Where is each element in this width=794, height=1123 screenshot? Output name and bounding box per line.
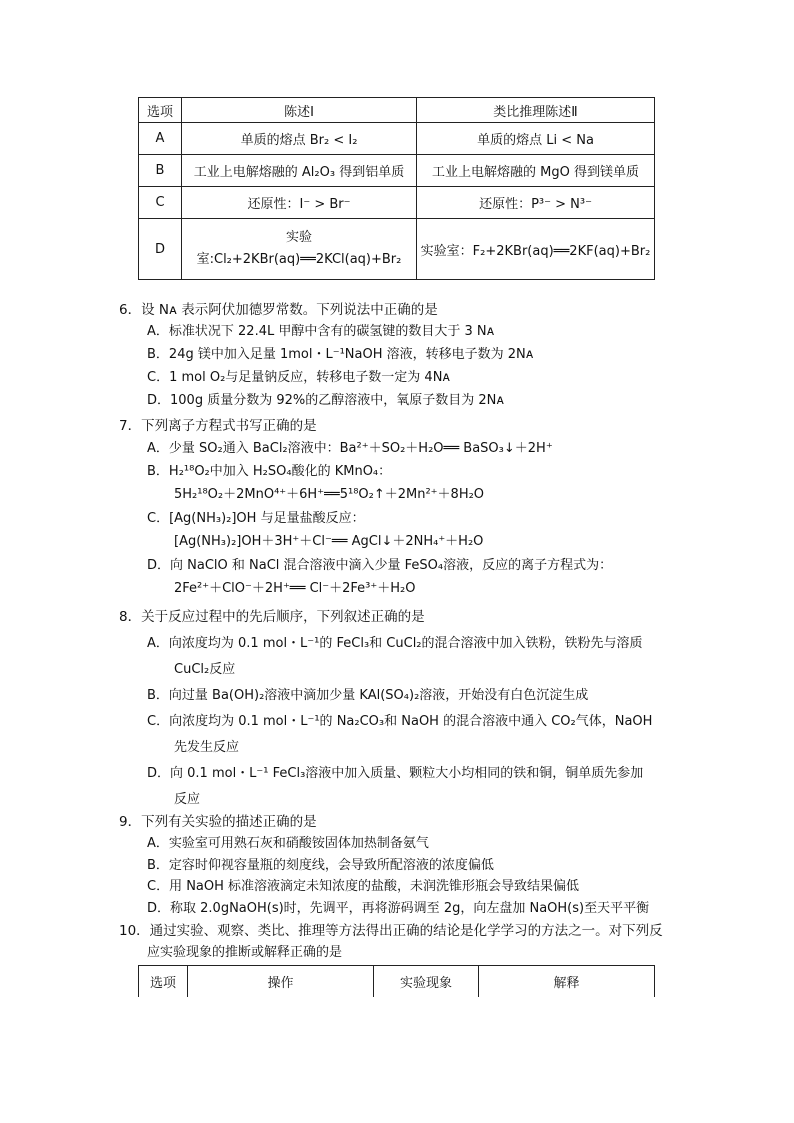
q9-option-a: A．实验室可用熟石灰和硝酸铵固体加热制备氨气 xyxy=(147,836,429,851)
q9-option-d: D．称取 2.0gNaOH(s)时，先调平，再将游码调至 2g，向左盘加 NaOH(s)至天平平衡 xyxy=(147,901,650,916)
q6-option-a: A．标准状况下 22.4L 甲醇中含有的碳氢键的数目大于 3 Nᴀ xyxy=(147,324,495,339)
q8-option-a-cont: CuCl₂反应 xyxy=(174,662,236,677)
q8-option-d: D．向 0.1 mol・L⁻¹ FeCl₃溶液中加入质量、颗粒大小均相同的铁和铜，铜单质先参加 xyxy=(147,766,644,781)
q8-option-a: A．向浓度均为 0.1 mol・L⁻¹的 FeCl₃和 CuCl₂的混合溶液中加入铁粉，铁粉先与溶质 xyxy=(147,636,643,651)
row-statement-1: 单质的熔点 Br₂ < I₂ xyxy=(182,123,417,155)
q9-option-b: B．定容时仰视容量瓶的刻度线，会导致所配溶液的浓度偏低 xyxy=(147,858,494,873)
row-statement-1: 工业上电解熔融的 Al₂O₃ 得到铝单质 xyxy=(182,155,417,187)
q7-stem: 7．下列离子方程式书写正确的是 xyxy=(119,418,317,434)
row-statement-1-line1: 实验 xyxy=(285,230,312,245)
row-statement-2: 工业上电解熔融的 MgO 得到镁单质 xyxy=(417,155,655,187)
q6-option-d: D．100g 质量分数为 92%的乙醇溶液中，氧原子数目为 2Nᴀ xyxy=(147,393,505,408)
header-option: 选项 xyxy=(139,98,182,123)
q10-stem-cont: 应实验现象的推断或解释正确的是 xyxy=(147,945,343,960)
q8-option-d-cont: 反应 xyxy=(174,792,201,807)
q7-option-d-equation: 2Fe²⁺＋ClO⁻＋2H⁺══ Cl⁻＋2Fe³⁺＋H₂O xyxy=(174,581,416,596)
row-statement-1: 还原性：I⁻ > Br⁻ xyxy=(182,187,417,219)
q7-option-d: D．向 NaClO 和 NaCl 混合溶液中滴入少量 FeSO₄溶液，反应的离子方程式为： xyxy=(147,558,613,573)
q7-option-b-equation: 5H₂¹⁸O₂＋2MnO⁴⁺＋6H⁺══5¹⁸O₂↑＋2Mn²⁺＋8H₂O xyxy=(174,487,485,502)
header-option: 选项 xyxy=(139,966,188,998)
q8-stem: 8．关于反应过程中的先后顺序，下列叙述正确的是 xyxy=(119,609,425,625)
q7-option-c: C．[Ag(NH₃)₂]OH 与足量盐酸反应： xyxy=(147,511,365,526)
header-statement-2: 类比推理陈述Ⅱ xyxy=(417,98,655,123)
q10-stem: 10．通过实验、观察、类比、推理等方法得出正确的结论是化学学习的方法之一。对下列反 xyxy=(119,923,663,939)
q6-stem: 6．设 Nᴀ 表示阿伏加德罗常数。下列说法中正确的是 xyxy=(119,302,438,318)
q6-option-c: C．1 mol O₂与足量钠反应，转移电子数一定为 4Nᴀ xyxy=(147,370,451,385)
q8-option-c-cont: 先发生反应 xyxy=(174,740,240,755)
q7-option-a: A．少量 SO₂通入 BaCl₂溶液中：Ba²⁺＋SO₂＋H₂O══ BaSO₃↓＋2H⁺ xyxy=(147,441,553,456)
row-statement-1 xyxy=(182,219,417,280)
q7-option-b: B．H₂¹⁸O₂中加入 H₂SO₄酸化的 KMnO₄： xyxy=(147,464,392,479)
q9-option-c: C．用 NaOH 标准溶液滴定未知浓度的盐酸，未润洗锥形瓶会导致结果偏低 xyxy=(147,879,580,894)
row-statement-2: 实验室：F₂+2KBr(aq)══2KF(aq)+Br₂ xyxy=(417,219,655,280)
row-option: B xyxy=(139,155,182,187)
q8-option-b: B．向过量 Ba(OH)₂溶液中滴加少量 KAl(SO₄)₂溶液，开始没有白色沉淀生成 xyxy=(147,688,589,703)
statement-table xyxy=(138,97,655,280)
row-statement-2: 还原性：P³⁻ > N³⁻ xyxy=(417,187,655,219)
q9-stem: 9．下列有关实验的描述正确的是 xyxy=(119,814,317,830)
experiment-table xyxy=(138,965,655,997)
row-option: D xyxy=(139,219,182,280)
header-phenomenon: 实验现象 xyxy=(374,966,479,998)
row-option: A xyxy=(139,123,182,155)
q7-option-c-equation: [Ag(NH₃)₂]OH＋3H⁺＋Cl⁻══ AgCl↓＋2NH₄⁺＋H₂O xyxy=(174,534,484,549)
row-statement-2: 单质的熔点 Li < Na xyxy=(417,123,655,155)
header-statement-1: 陈述Ⅰ xyxy=(182,98,417,123)
row-statement-1-line2: 室:Cl₂+2KBr(aq)══2KCl(aq)+Br₂ xyxy=(196,252,402,267)
header-operation: 操作 xyxy=(188,966,374,998)
q6-option-b: B．24g 镁中加入足量 1mol・L⁻¹NaOH 溶液，转移电子数为 2Nᴀ xyxy=(147,347,534,362)
row-option: C xyxy=(139,187,182,219)
header-explanation: 解释 xyxy=(479,966,655,998)
q8-option-c: C．向浓度均为 0.1 mol・L⁻¹的 Na₂CO₃和 NaOH 的混合溶液中通入 CO₂气体，NaOH xyxy=(147,714,653,729)
